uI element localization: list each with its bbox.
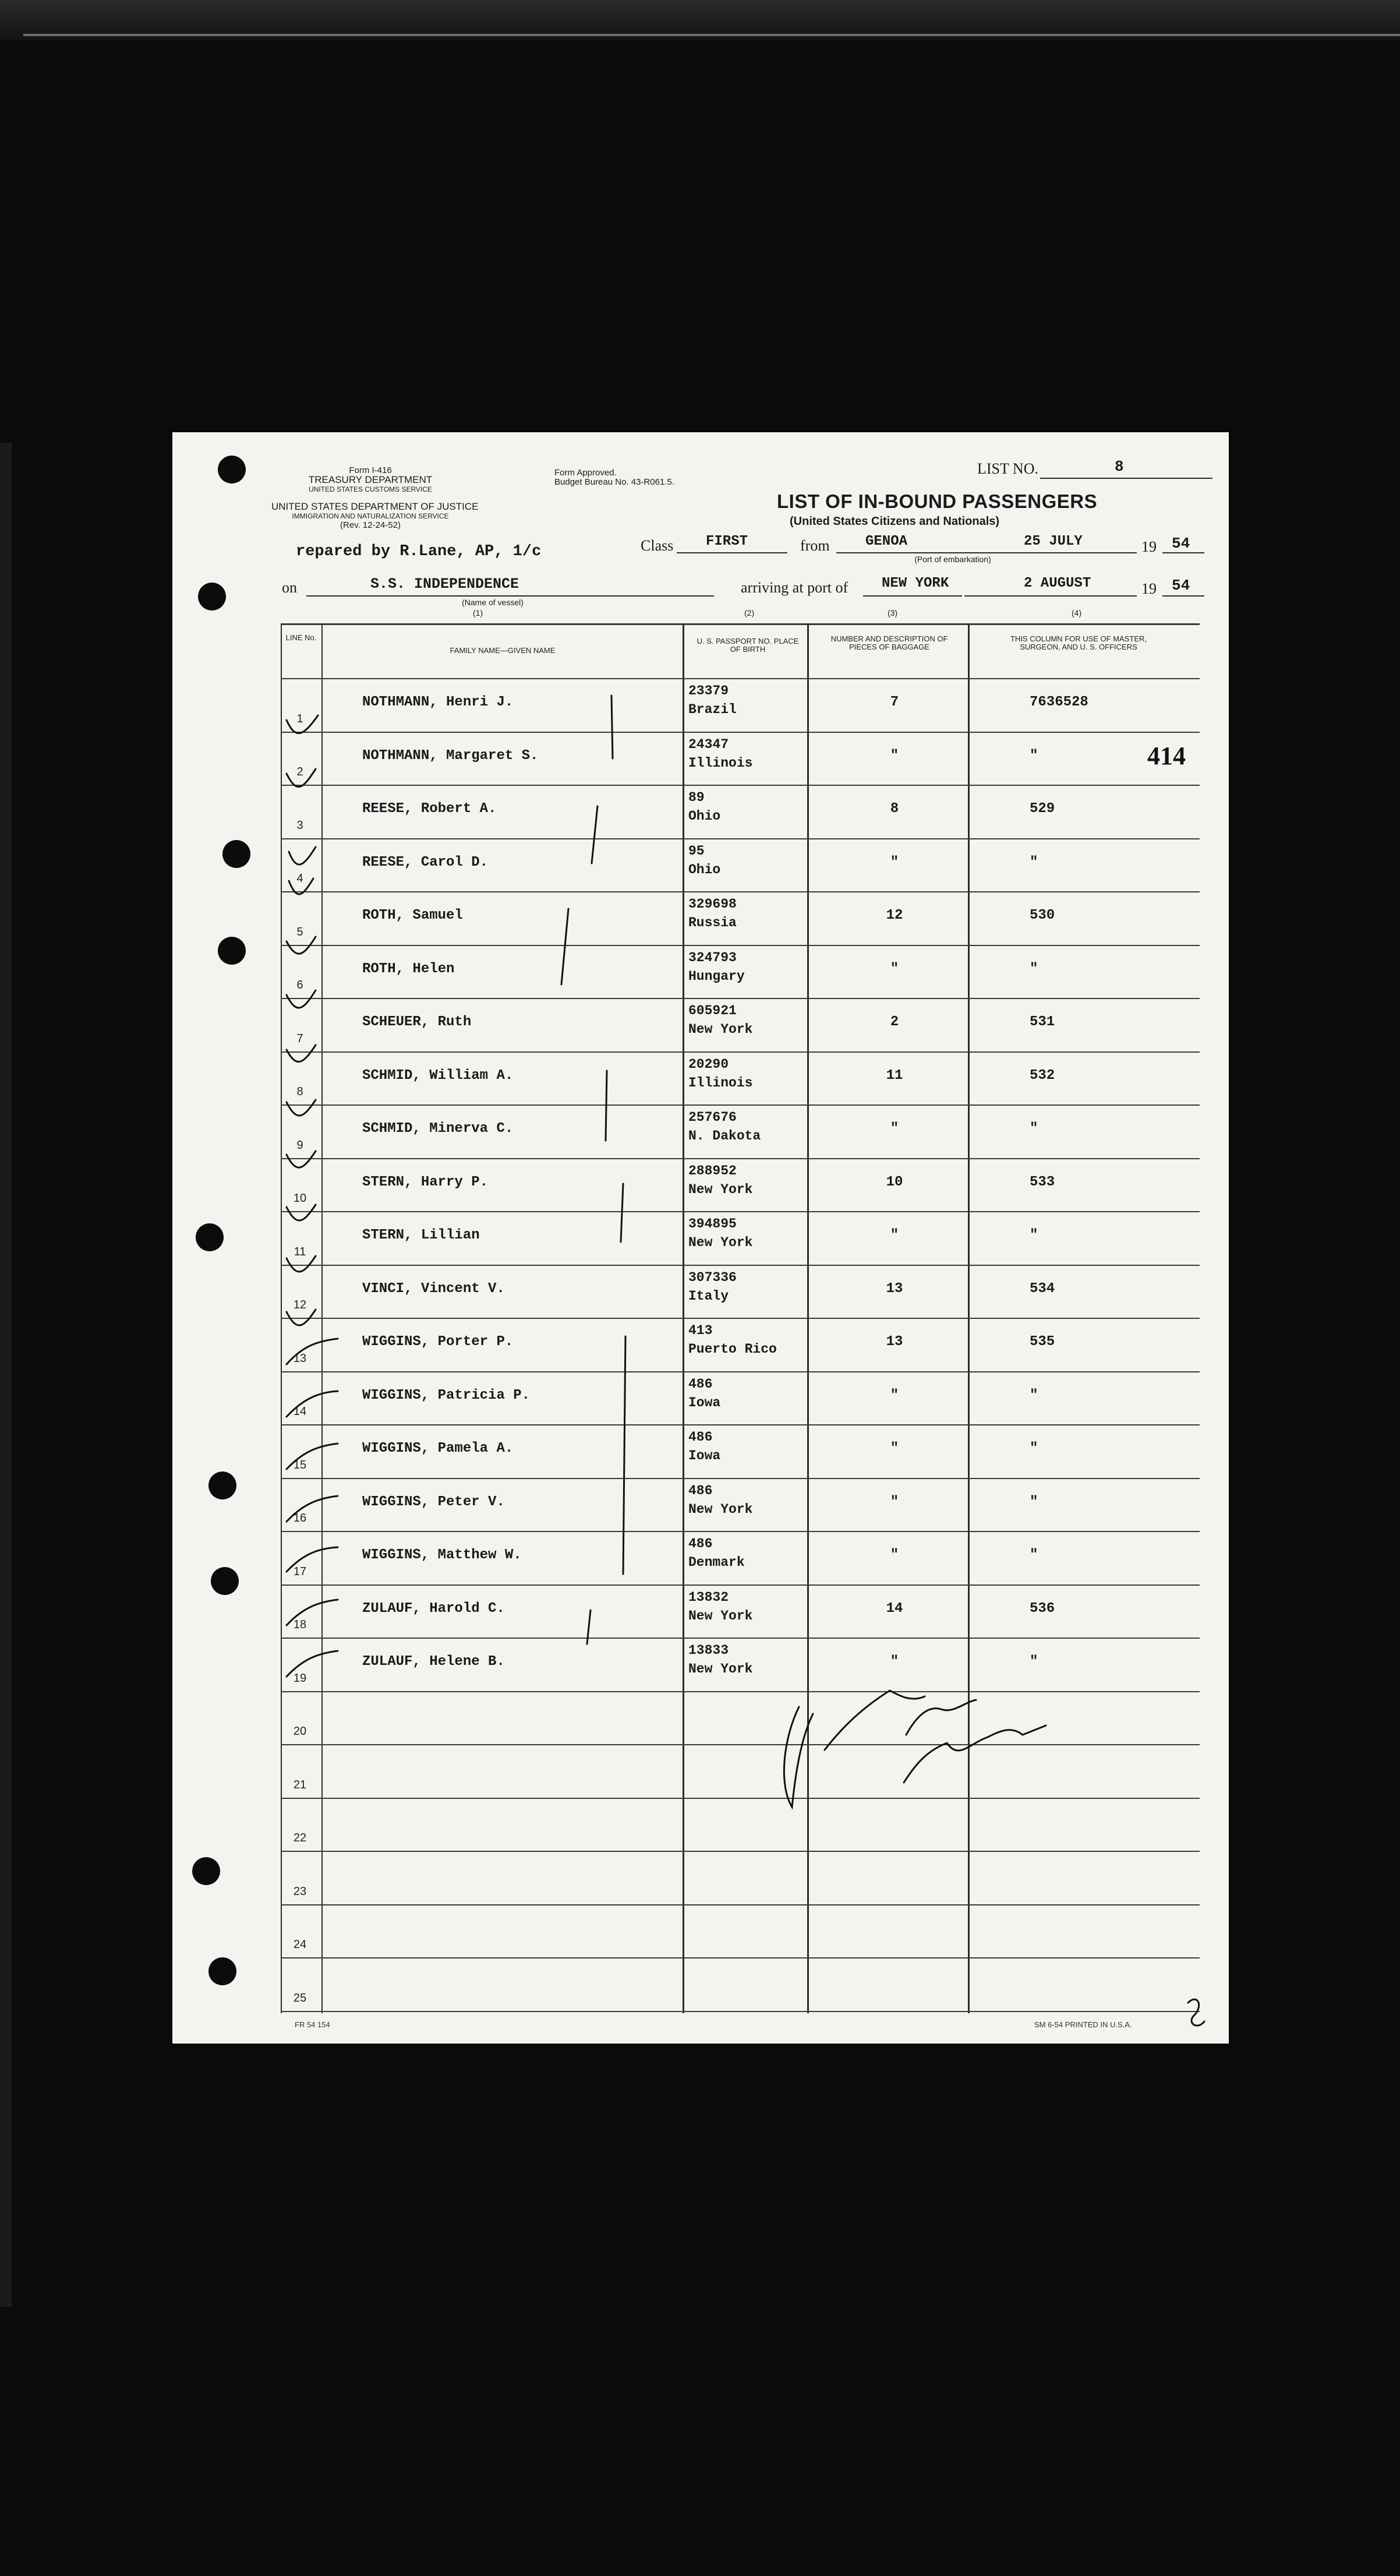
baggage-count: 13 [886,1334,903,1350]
line-number: 15 [293,1458,307,1472]
column-marker-1: (1) [473,608,483,617]
pencil-stroke [592,806,598,863]
line-number: 24 [293,1938,307,1952]
passenger-name: ROTH, Helen [362,961,455,977]
line-number: 8 [296,1085,303,1099]
baggage-count: " [890,1441,899,1456]
embark-year: 54 [1172,535,1190,552]
line-number: 4 [296,872,303,885]
port-embarkation-caption: (Port of embarkation) [914,555,991,564]
officer-number: 7636528 [1030,694,1088,710]
passport-number: 486 [688,1483,713,1498]
passenger-name: STERN, Lillian [362,1227,480,1243]
baggage-count: 14 [886,1600,903,1617]
baggage-count: 8 [890,801,899,817]
officer-number: " [1030,747,1038,764]
place-of-birth: New York [688,1235,753,1250]
corner-mark [1188,1999,1204,2025]
baggage-count: 13 [886,1280,903,1297]
place-of-birth: Puerto Rico [688,1342,777,1357]
officer-number: 531 [1030,1014,1055,1030]
place-of-birth: New York [688,1022,753,1037]
line-number: 3 [296,818,303,832]
class-value: FIRST [706,534,748,549]
baggage-count: " [890,961,899,977]
footer-form-code: FR 54 154 [295,2020,330,2029]
passport-number: 24347 [688,736,729,752]
passenger-name: ZULAUF, Harold C. [362,1600,505,1617]
check-mark [289,878,313,894]
line-number: 7 [296,1032,303,1045]
film-edge-left [0,443,12,2307]
passenger-name: STERN, Harry P. [362,1174,489,1190]
passenger-name: VINCI, Vincent V. [362,1280,505,1297]
check-mark [287,769,316,787]
passenger-name: WIGGINS, Porter P. [362,1334,514,1350]
col-header-line-no: LINE No. [285,633,317,642]
passenger-name: WIGGINS, Matthew W. [362,1547,522,1563]
place-of-birth: Italy [688,1288,729,1304]
check-mark [287,990,316,1008]
officer-number: " [1030,1121,1038,1137]
from-label: from [800,537,830,554]
passport-number: 329698 [688,897,737,912]
place-of-birth: New York [688,1501,753,1517]
baggage-count: " [890,747,899,764]
baggage-count: " [890,1387,899,1403]
passenger-name: WIGGINS, Peter V. [362,1494,505,1510]
arrival-port: NEW YORK [882,576,949,591]
customs-service: UNITED STATES CUSTOMS SERVICE [309,485,432,493]
margin-number: 414 [1147,742,1186,770]
baggage-count: " [890,1494,899,1510]
embark-date: 25 JULY [1024,534,1083,549]
pencil-stroke [611,696,613,758]
check-mark [287,1339,338,1364]
pencil-stroke [587,1610,591,1644]
place-of-birth: Illinois [688,1075,753,1091]
check-mark [287,1100,316,1116]
line-number: 10 [293,1192,307,1205]
place-of-birth: Iowa [688,1395,721,1410]
officer-number: " [1030,1441,1038,1456]
place-of-birth: Denmark [688,1555,745,1570]
check-mark [287,715,318,733]
check-mark [287,1151,316,1167]
ins-service: IMMIGRATION AND NATURALIZATION SERVICE [292,512,449,520]
official-signature [904,1725,1046,1783]
on-label: on [282,579,297,596]
passport-number: 486 [688,1536,713,1551]
vessel-name: S.S. INDEPENDENCE [370,576,519,592]
page-subtitle: (United States Citizens and Nationals) [790,515,1000,528]
line-number: 19 [293,1671,307,1685]
line-number: 2 [296,765,303,779]
passenger-name: SCHMID, William A. [362,1067,514,1084]
arriving-label: arriving at port of [741,579,849,596]
place-of-birth: N. Dakota [688,1128,761,1144]
officer-number: 530 [1030,908,1055,923]
page-title: LIST OF IN-BOUND PASSENGERS [777,491,1098,512]
passport-number: 605921 [688,1003,737,1018]
footer-printer-note: SM 6-54 PRINTED IN U.S.A. [1034,2020,1132,2029]
place-of-birth: New York [688,1661,753,1677]
line-number: 12 [293,1298,307,1312]
officer-number: " [1030,1547,1038,1563]
line-number: 11 [294,1245,306,1258]
column-marker-3: (3) [888,608,898,617]
passport-number: 23379 [688,683,729,698]
line-number: 13 [293,1351,307,1365]
line-number: 18 [293,1618,307,1632]
check-mark [287,1045,316,1062]
check-mark [287,1444,338,1469]
pencil-stroke [623,1336,625,1574]
col-header-baggage: NUMBER AND DESCRIPTION OF PIECES OF BAGGAGE [830,634,948,651]
column-marker-4: (4) [1072,608,1082,617]
line-number: 23 [293,1885,307,1898]
line-number: 17 [293,1565,307,1578]
line-number: 5 [296,925,303,938]
pencil-stroke [621,1184,623,1242]
check-mark [287,1496,338,1522]
passenger-name: REESE, Robert A. [362,801,497,817]
passport-number: 89 [688,790,705,805]
line-number: 14 [293,1405,307,1418]
vessel-caption: (Name of vessel) [462,598,524,607]
baggage-count: 12 [886,908,903,923]
officer-number: " [1030,1387,1038,1403]
passport-number: 486 [688,1430,713,1445]
baggage-count: 11 [886,1067,903,1084]
passport-number: 13832 [688,1589,729,1605]
place-of-birth: New York [688,1181,753,1197]
officer-number: " [1030,1654,1038,1670]
class-label: Class [641,537,674,554]
baggage-count: " [890,1121,899,1137]
baggage-count: " [890,854,899,870]
baggage-count: 10 [886,1174,903,1190]
passenger-name: WIGGINS, Patricia P. [362,1387,531,1403]
prepared-by: repared by R.Lane, AP, 1/c [296,543,542,560]
officer-number: " [1030,1494,1038,1510]
form-number: Form I-416 [349,465,392,475]
passenger-name: NOTHMANN, Henri J. [362,694,514,710]
arrival-year: 54 [1172,577,1190,594]
passport-number: 413 [688,1323,713,1338]
passenger-manifest-page [172,432,1229,2044]
line-number: 21 [293,1778,307,1791]
form-approved: Form Approved. [554,468,617,478]
officer-number: " [1030,854,1038,870]
place-of-birth: Ohio [688,862,721,877]
line-number: 1 [296,712,303,725]
place-of-birth: Iowa [688,1448,721,1463]
place-of-birth: Hungary [688,968,745,984]
list-no-value: 8 [1115,458,1124,475]
col-header-officers: THIS COLUMN FOR USE OF MASTER, SURGEON, AND U. S. OFFICERS [1010,634,1147,651]
check-mark [287,1547,338,1572]
passport-number: 20290 [688,1056,729,1072]
passport-number: 307336 [688,1269,737,1285]
pencil-stroke [561,909,568,984]
officer-number: 535 [1030,1334,1055,1350]
passport-number: 486 [688,1376,713,1392]
passenger-name: SCHEUER, Ruth [362,1014,472,1030]
baggage-count: 7 [890,694,899,710]
officer-number: 534 [1030,1280,1055,1297]
handwritten-annotations [172,432,1229,2044]
baggage-count: 2 [890,1014,899,1030]
pencil-stroke [606,1071,607,1141]
line-number: 20 [293,1725,307,1738]
embark-year-prefix: 19 [1141,538,1157,555]
place-of-birth: Russia [688,915,737,930]
check-mark [287,1600,338,1625]
passenger-name: WIGGINS, Pamela A. [362,1441,514,1456]
passport-number: 394895 [688,1216,737,1231]
officer-number: 529 [1030,801,1055,817]
budget-bureau: Budget Bureau No. 43-R061.5. [554,477,674,487]
line-number: 22 [293,1832,307,1845]
passport-number: 324793 [688,950,737,965]
form-revision: (Rev. 12-24-52) [340,520,401,530]
from-port-value: GENOA [865,534,908,549]
line-number: 25 [293,1991,307,2005]
place-of-birth: Brazil [688,702,737,717]
justice-dept: UNITED STATES DEPARTMENT OF JUSTICE [271,501,479,512]
place-of-birth: Ohio [688,809,721,824]
official-signature [784,1691,976,1807]
passenger-name: NOTHMANN, Margaret S. [362,747,539,764]
check-mark [287,1256,316,1272]
line-number: 6 [296,979,303,992]
check-mark [287,1310,316,1325]
line-number: 16 [293,1512,307,1525]
passenger-name: ROTH, Samuel [362,908,463,923]
officer-number: " [1030,1227,1038,1243]
baggage-count: " [890,1227,899,1243]
baggage-count: " [890,1547,899,1563]
film-edge-line [23,34,1400,36]
passport-number: 13833 [688,1643,729,1658]
passenger-name: ZULAUF, Helene B. [362,1654,505,1670]
officer-number: 532 [1030,1067,1055,1084]
officer-number: " [1030,961,1038,977]
line-number: 9 [296,1138,303,1152]
officer-number: 536 [1030,1600,1055,1617]
place-of-birth: New York [688,1608,753,1624]
arrival-date: 2 AUGUST [1024,576,1091,591]
arrival-year-prefix: 19 [1141,580,1157,597]
column-marker-2: (2) [744,608,755,617]
treasury-dept: TREASURY DEPARTMENT [308,474,433,485]
passenger-name: SCHMID, Minerva C. [362,1121,514,1137]
officer-number: 533 [1030,1174,1055,1190]
baggage-count: " [890,1654,899,1670]
place-of-birth: Illinois [688,755,753,771]
passenger-name: REESE, Carol D. [362,854,489,870]
list-no-label: LIST NO. [977,460,1038,477]
check-mark [289,847,316,864]
check-mark [287,1651,338,1677]
passport-number: 95 [688,843,705,859]
check-mark [287,1205,316,1220]
col-header-passport: U. S. PASSPORT NO. PLACE OF BIRTH [697,637,799,654]
check-mark [287,1391,338,1417]
col-header-name: FAMILY NAME—GIVEN NAME [450,646,556,655]
passport-number: 288952 [688,1163,737,1178]
check-mark [287,937,316,954]
passport-number: 257676 [688,1110,737,1125]
